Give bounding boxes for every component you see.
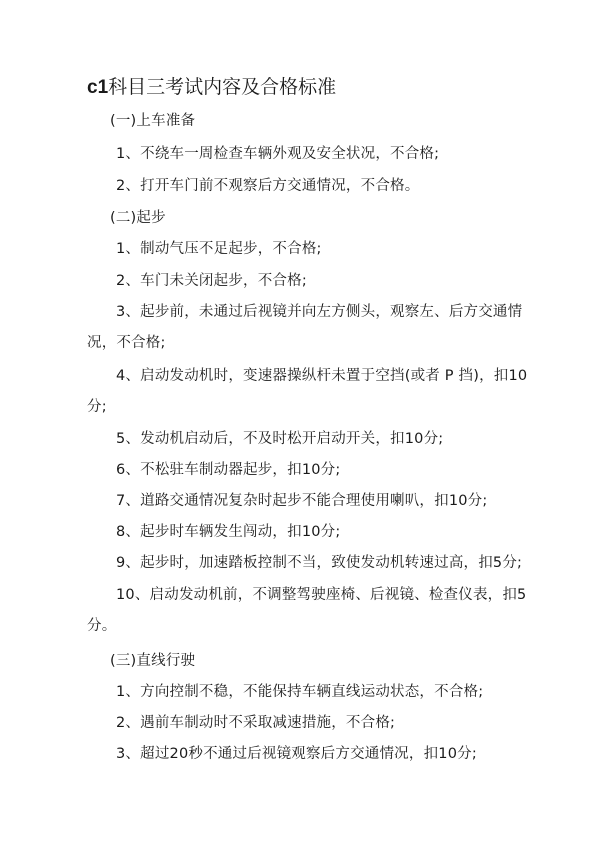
list-item: 1、制动气压不足起步，不合格; [116,241,322,257]
section-heading: (三)直线行驶 [110,653,196,669]
section-heading: (二)起步 [110,210,166,226]
page-title [87,74,336,101]
list-item: 1、不绕车一周检查车辆外观及安全状况，不合格; [116,146,440,162]
list-item: 7、道路交通情况复杂时起步不能合理使用喇叭，扣10分; [116,493,488,509]
list-item-continuation: 况，不合格; [87,335,166,351]
list-item: 3、起步前，未通过后视镜并向左方侧头，观察左、后方交通情 [116,304,523,320]
list-item-continuation: 分。 [87,618,117,634]
list-item-continuation: 分; [87,399,107,415]
list-item: 6、不松驻车制动器起步，扣10分; [116,462,341,478]
list-item: 1、方向控制不稳，不能保持车辆直线运动状态，不合格; [116,684,484,700]
list-item: 8、起步时车辆发生闯动，扣10分; [116,524,341,540]
title-text: 科目三考试内容及合格标准 [108,76,337,98]
list-item: 10、启动发动机前，不调整驾驶座椅、后视镜、检查仪表，扣5 [116,587,527,603]
section-heading: (一)上车准备 [110,113,196,129]
list-item: 4、启动发动机时，变速器操纵杆未置于空挡(或者 P 挡)，扣10 [116,368,528,384]
list-item: 2、打开车门前不观察后方交通情况，不合格。 [116,178,420,194]
list-item: 2、车门未关闭起步，不合格; [116,273,307,289]
title-prefix: c1 [87,77,109,98]
list-item: 5、发动机启动后，不及时松开启动开关，扣10分; [116,431,444,447]
list-item: 2、遇前车制动时不采取减速措施，不合格; [116,715,396,731]
list-item: 3、超过20秒不通过后视镜观察后方交通情况，扣10分; [116,746,477,762]
list-item: 9、起步时，加速踏板控制不当，致使发动机转速过高，扣5分; [116,555,523,571]
